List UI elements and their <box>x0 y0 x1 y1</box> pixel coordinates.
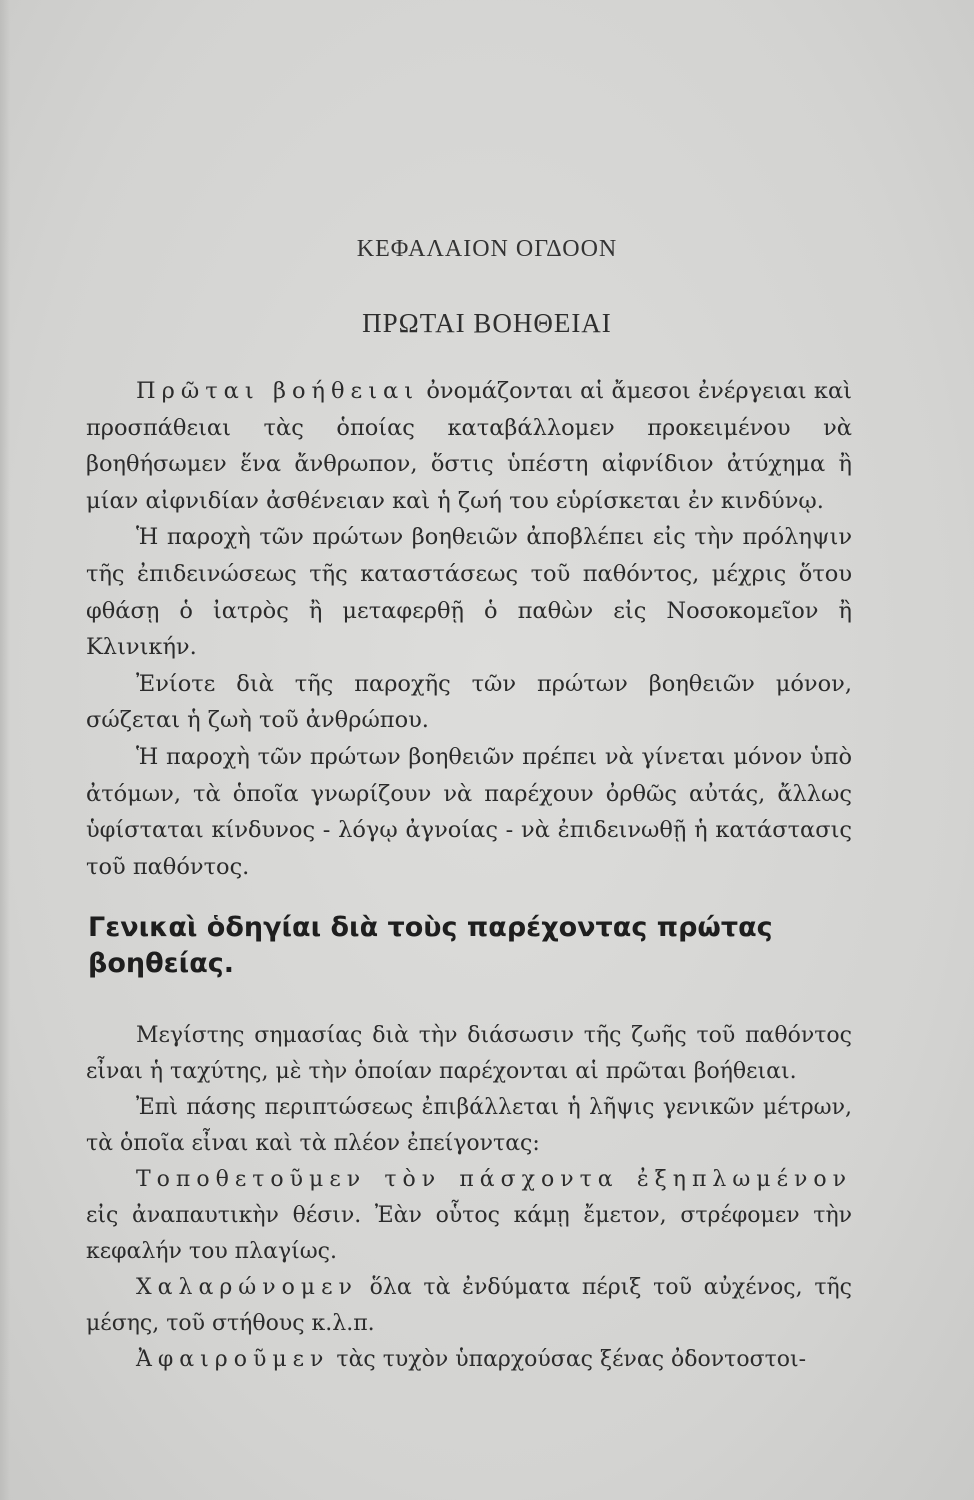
section-paragraph-2: Ἐπὶ πάσης περιπτώσεως ἐπιβάλλεται ἡ λῆψις γενικῶν μέτρων, τὰ ὁποῖα εἶναι καὶ τὰ πλέον ἐπείγοντας: <box>86 1095 852 1156</box>
section-paragraph-4-text: ὅλα τὰ ἐνδύματα πέριξ τοῦ αὐχένος, τῆς μέσης, τοῦ στήθους κ.λ.π. <box>86 1275 852 1336</box>
section-paragraph-5-text: τὰς τυχὸν ὑπαρχούσας ξένας ὀδοντοστοι- <box>329 1347 807 1372</box>
intro-paragraph-4: Ἡ παροχὴ τῶν πρώτων βοηθειῶν πρέπει νὰ γίνεται μόνον ὑπὸ ἀτόμων, τὰ ὁποῖα γνωρίζουν νὰ παρέχουν ὀρθῶς αὐτάς, ἄλλως ὑφίσταται κίνδυνος - λόγῳ ἀγνοίας - νὰ ἐπιδεινωθῇ ἡ κατάστασις τοῦ παθόντος. <box>86 743 852 880</box>
term-first-aid: Πρῶται βοήθειαι <box>136 378 420 404</box>
section-paragraph-1: Μεγίστης σημασίας διὰ τὴν διάσωσιν τῆς ζωῆς τοῦ παθόντος εἶναι ἡ ταχύτης, μὲ τὴν ὁποίαν παρέχονται αἱ πρῶται βοήθειαι. <box>86 1023 852 1084</box>
section-heading: Γενικαὶ ὁδηγίαι διὰ τοὺς παρέχοντας πρώτας βοηθείας. <box>88 912 773 979</box>
section-paragraph-4 <box>86 1270 852 1342</box>
intro-paragraph-3: Ἐνίοτε διὰ τῆς παροχῆς τῶν πρώτων βοηθειῶν μόνον, σώζεται ἡ ζωὴ τοῦ ἀνθρώπου. <box>86 670 852 734</box>
page-binding-shadow <box>0 0 10 1500</box>
section-text <box>86 1018 852 1378</box>
instruction-term-loosen: Χαλαρώνομεν <box>136 1275 358 1300</box>
chapter-label: ΚΕΦΑΛΑΙΟΝ ΟΓΔΟΟΝ <box>356 236 618 262</box>
intro-paragraph-1 <box>86 373 852 519</box>
section-paragraph-3-text: εἰς ἀναπαυτικὴν θέσιν. Ἐὰν οὗτος κάμῃ ἔμετον, στρέφομεν τὴν κεφαλήν του πλαγίως. <box>86 1203 852 1264</box>
chapter-title: ΠΡΩΤΑΙ ΒΟΗΘΕΙΑΙ <box>362 308 612 338</box>
section-paragraph-5 <box>86 1342 852 1378</box>
instruction-term-remove: Ἀφαιροῦμεν <box>136 1347 330 1372</box>
instruction-term-position: Τοποθετοῦμεν τὸν πάσχοντα ἐξηπλωμένον <box>136 1167 852 1192</box>
intro-paragraph-2: Ἡ παροχὴ τῶν πρώτων βοηθειῶν ἀποβλέπει εἰς τὴν πρόληψιν τῆς ἐπιδεινώσεως τῆς καταστάσεως τοῦ παθόντος, μέχρις ὅτου φθάσῃ ὁ ἰατρὸς ἢ μεταφερθῇ ὁ παθὼν εἰς Νοσοκομεῖον ἢ Κλινικήν. <box>86 524 852 661</box>
section-paragraph-3 <box>86 1162 852 1270</box>
intro-paragraph-1-text: ὀνομάζονται αἱ ἄμεσοι ἐνέργειαι καὶ προσπάθειαι τὰς ὁποίας καταβάλλομεν προκειμένου νὰ βοηθήσωμεν ἕνα ἄνθρωπον, ὅστις ὑπέστη αἰφνίδιον ἀτύχημα ἢ μίαν αἰφνιδίαν ἀσθένειαν καὶ ἡ ζωή του εὑρίσκεται ἐν κινδύνῳ. <box>86 378 852 514</box>
intro-text <box>86 373 852 885</box>
